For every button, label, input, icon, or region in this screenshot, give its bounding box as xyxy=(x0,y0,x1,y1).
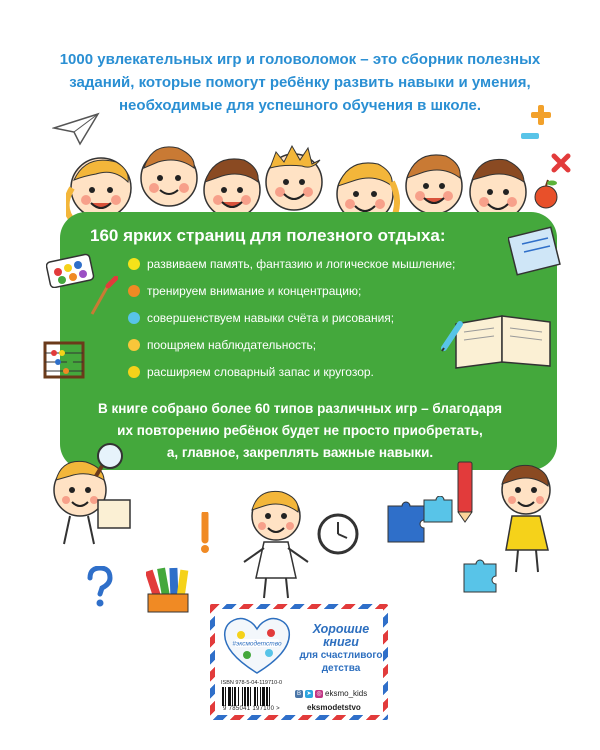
slogan-line: Хорошие xyxy=(312,622,370,636)
summary-text xyxy=(85,398,515,464)
summary-line: их повторению ребёнок будет не просто приобретать, xyxy=(117,423,483,438)
slogan-line: для счастливого xyxy=(299,650,383,661)
sticker-card xyxy=(215,609,383,715)
site-label: eksmodetstvo xyxy=(307,703,361,712)
vk-icon: В xyxy=(296,690,301,697)
features-list xyxy=(128,256,458,391)
bullet-dot-icon xyxy=(128,366,140,378)
abacus-icon xyxy=(42,340,86,380)
list-item-label: поощряем наблюдательность; xyxy=(147,338,317,352)
intro-line: необходимые для успешного обучения в школе. xyxy=(119,97,481,114)
list-item-label: совершенствуем навыки счёта и рисования; xyxy=(147,311,395,325)
bullet-dot-icon xyxy=(128,258,140,270)
slogan-line: детства xyxy=(321,663,361,674)
question-mark-icon xyxy=(82,566,116,608)
red-pencil-icon xyxy=(450,458,480,524)
summary-line: а, главное, закреплять важные навыки. xyxy=(166,445,434,460)
sticker-slogan xyxy=(299,623,383,675)
bullet-dot-icon xyxy=(128,339,140,351)
barcode-number: 9 785041 197100 > xyxy=(223,706,280,712)
publisher-sticker xyxy=(210,604,388,720)
puzzle-pieces-icon xyxy=(384,496,454,548)
exclamation-icon xyxy=(196,512,214,554)
intro-text xyxy=(40,48,560,117)
telegram-icon: ➤ xyxy=(306,690,312,697)
girl-face-icon xyxy=(402,144,466,222)
isbn-label: ISBN 978-5-04-119710-0 xyxy=(221,680,283,686)
list-item xyxy=(128,310,458,337)
paintbrush-icon xyxy=(88,276,118,316)
notebook-icon xyxy=(508,226,564,278)
pencil-icon xyxy=(440,318,466,352)
intro-line: 1000 увлекательных игр и головоломок – это сборник полезных xyxy=(59,51,541,68)
girl-standing-icon xyxy=(236,486,316,602)
heart-logo-icon xyxy=(221,615,293,677)
crayons-icon xyxy=(146,560,192,616)
bullet-dot-icon xyxy=(128,312,140,324)
list-item-label: развиваем память, фантазию и логическое мышление; xyxy=(147,257,456,271)
social-links xyxy=(295,689,367,698)
panel-title: 160 ярких страниц для полезного отдыха: xyxy=(90,226,446,245)
slogan-line: книги xyxy=(323,635,359,649)
boy-face-icon xyxy=(262,140,326,218)
girl-with-pencil-icon xyxy=(478,458,568,578)
logo-text: #эксмодетство xyxy=(232,640,282,648)
clock-icon xyxy=(316,512,360,556)
list-item xyxy=(128,364,458,391)
list-item xyxy=(128,337,458,364)
list-item-label: расширяем словарный запас и кругозор. xyxy=(147,365,374,379)
open-book-icon xyxy=(452,310,556,370)
boy-face-icon xyxy=(138,138,200,214)
intro-line: заданий, которые помогут ребёнку развить навыки и умения, xyxy=(69,74,531,91)
list-item xyxy=(128,256,458,283)
bullet-dot-icon xyxy=(128,285,140,297)
instagram-icon: ◎ xyxy=(316,690,322,697)
social-handle: eksmo_kids xyxy=(325,689,368,698)
list-item xyxy=(128,283,458,310)
boy-with-magnifier-icon xyxy=(44,428,134,548)
summary-line: В книге собрано более 60 типов различных игр – благодаря xyxy=(97,401,503,416)
plus-icon xyxy=(530,104,552,126)
list-item-label: тренируем внимание и концентрацию; xyxy=(147,284,362,298)
